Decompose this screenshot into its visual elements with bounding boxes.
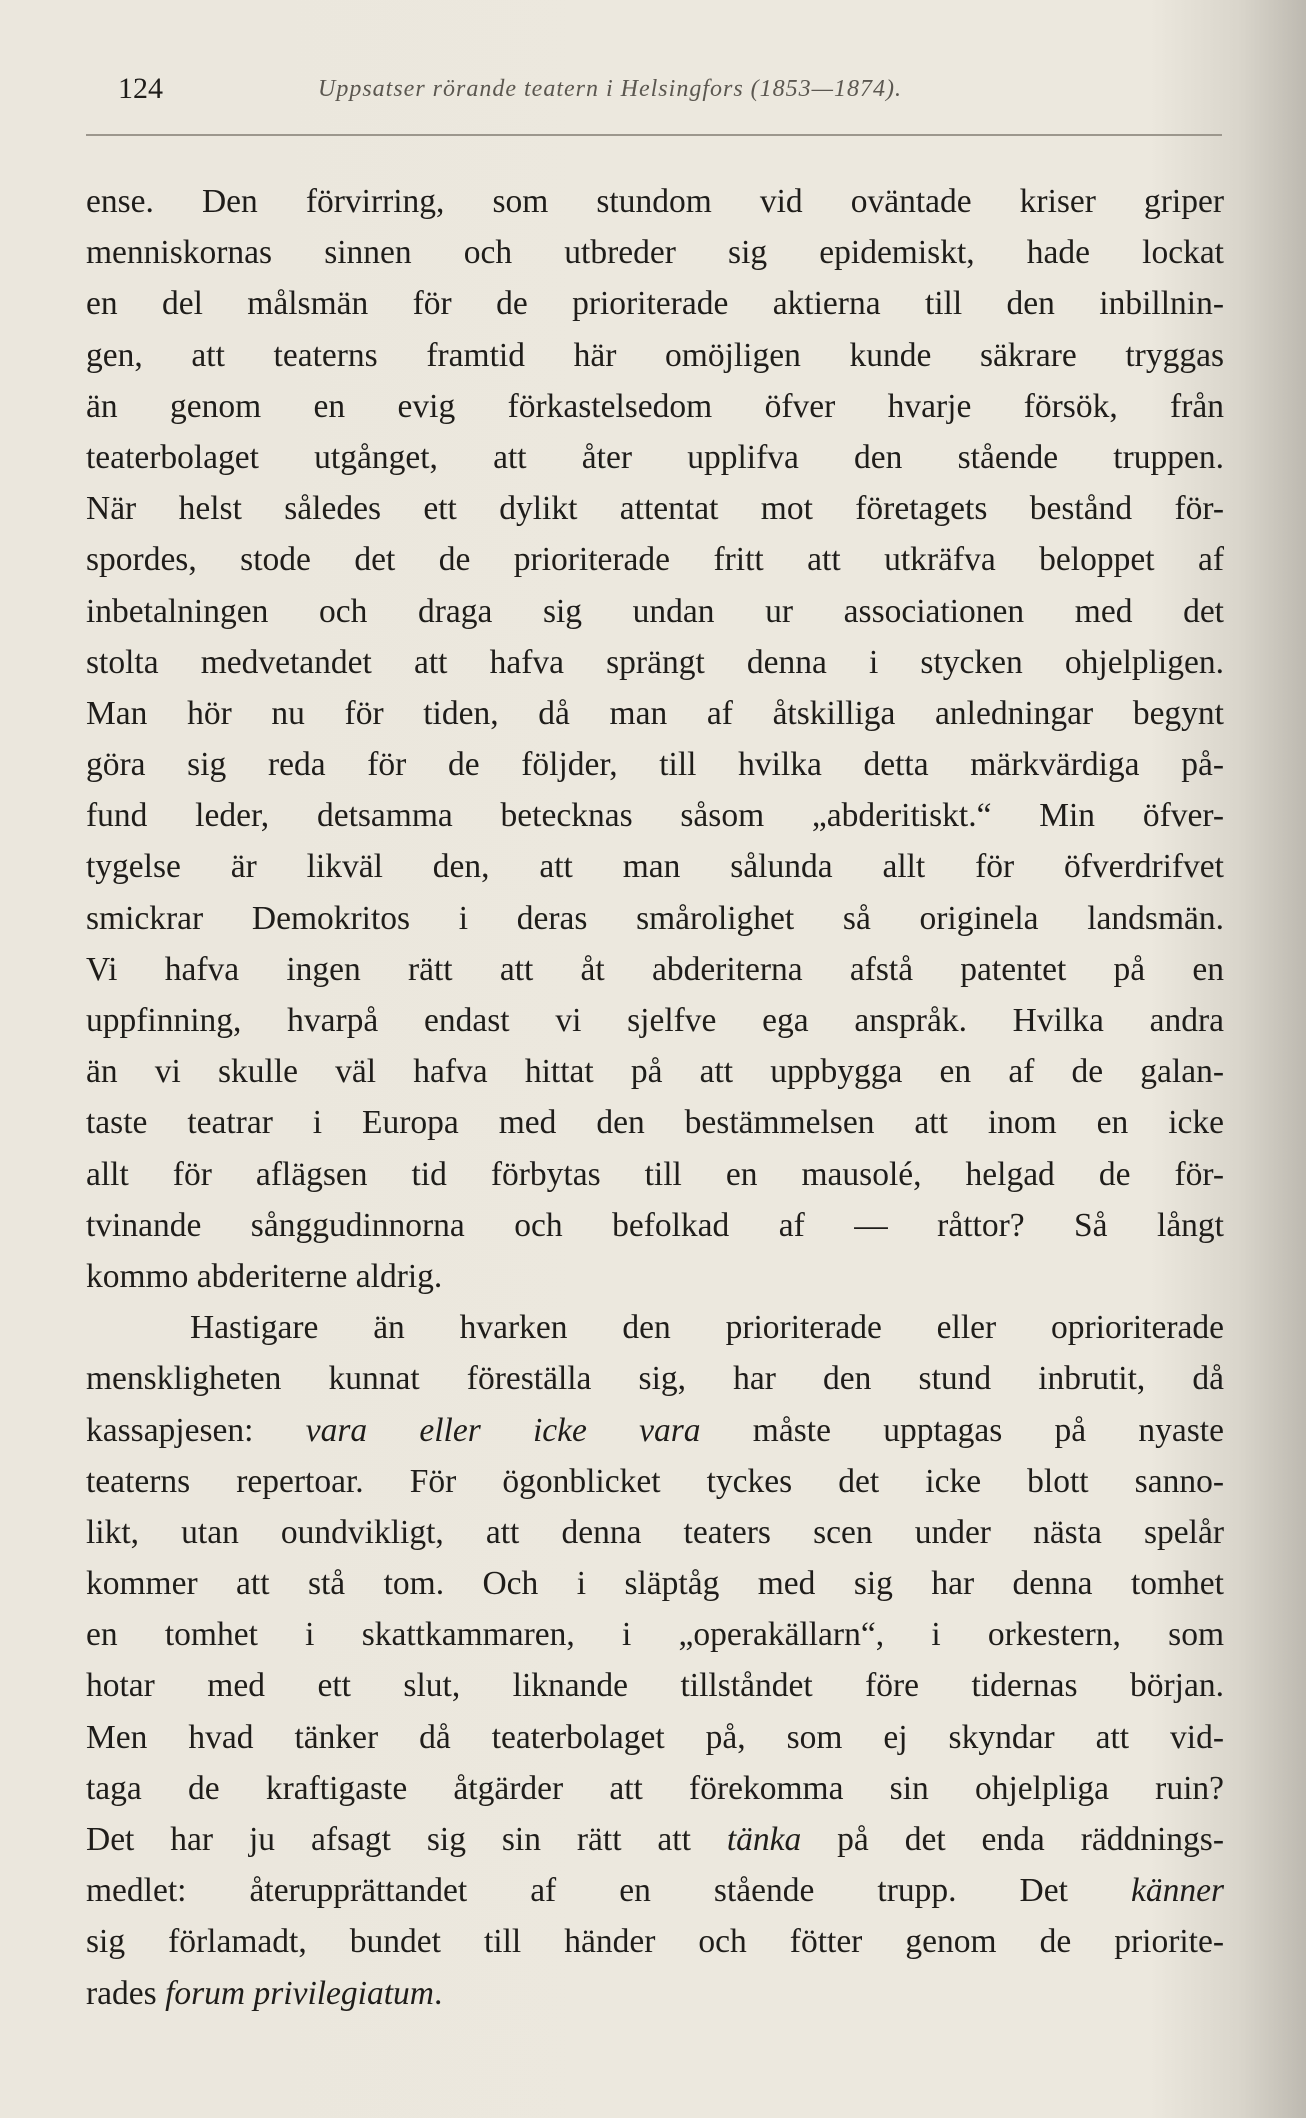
text-line xyxy=(86,1968,1224,2019)
text-segment: kassapjesen: xyxy=(86,1411,306,1449)
text-line: menniskornas sinnen och utbreder sig epidemiskt, hade lockat xyxy=(86,234,1224,272)
text-line: stolta medvetandet att hafva sprängt denna i stycken ohjelpligen. xyxy=(86,643,1224,681)
text-segment: måste upptagas på nyaste xyxy=(700,1411,1224,1449)
text-line xyxy=(86,1865,1224,1916)
italic-text: känner xyxy=(1130,1872,1224,1910)
text-line: Vi hafva ingen rätt att åt abderiterna afstå patentet på en xyxy=(86,950,1224,988)
text-segment: Det har ju afsagt sig sin rätt att xyxy=(86,1821,727,1858)
text-line: menskligheten kunnat föreställa sig, har den stund inbrutit, då xyxy=(86,1360,1224,1398)
text-line: än genom en evig förkastelsedom öfver hvarje försök, från xyxy=(86,387,1224,425)
text-line: gen, att teaterns framtid här omöjligen kunde säkrare tryggas xyxy=(86,336,1224,374)
text-segment: på det enda räddnings- xyxy=(801,1821,1224,1858)
text-segment: . xyxy=(433,1974,443,2012)
text-line: taste teatrar i Europa med den bestämmelsen att inom en icke xyxy=(86,1104,1224,1142)
text-line: taga de kraftigaste åtgärder att förekomma sin ohjelpliga ruin? xyxy=(86,1769,1224,1807)
italic-text: tänka xyxy=(726,1821,802,1858)
text-line: fund leder, detsamma betecknas såsom „abderitiskt.“ Min öfver- xyxy=(86,797,1224,835)
italic-text: vara eller icke vara xyxy=(305,1411,701,1449)
text-line: sig förlamadt, bundet till händer och fötter genom de priorite- xyxy=(86,1923,1224,1961)
text-line: hotar med ett slut, liknande tillståndet före tidernas början. xyxy=(86,1667,1224,1705)
header-rule xyxy=(86,134,1222,136)
page-header xyxy=(118,72,1218,116)
text-line xyxy=(86,1405,1224,1456)
running-title: Uppsatser rörande teatern i Helsingfors (1853—1874). xyxy=(318,76,902,102)
text-line: När helst således ett dylikt attentat mot företagets bestånd för- xyxy=(86,490,1224,528)
text-line: inbetalningen och draga sig undan ur associationen med det xyxy=(86,592,1224,630)
text-line: en tomhet i skattkammaren, i „operakällarn“, i orkestern, som xyxy=(86,1616,1224,1654)
text-line: en del målsmän för de prioriterade aktierna till den inbillnin- xyxy=(86,285,1224,323)
text-line: teaterbolaget utgånget, att åter upplifva den stående truppen. xyxy=(86,438,1224,476)
text-line: smickrar Demokritos i deras smårolighet så originela landsmän. xyxy=(86,899,1224,937)
text-line: Man hör nu för tiden, då man af åtskilliga anledningar begynt xyxy=(86,694,1224,732)
italic-text: forum privilegiatum xyxy=(165,1974,434,2012)
text-line: kommo abderiterne aldrig. xyxy=(86,1257,443,1295)
text-line: Men hvad tänker då teaterbolaget på, som ej skyndar att vid- xyxy=(86,1718,1224,1756)
text-line: uppfinning, hvarpå endast vi sjelfve ega anspråk. Hvilka andra xyxy=(86,1002,1224,1039)
text-line: ense. Den förvirring, som stundom vid oväntade kriser griper xyxy=(86,183,1224,220)
text-line xyxy=(86,1814,1224,1865)
text-segment: rades xyxy=(86,1974,166,2012)
body-text xyxy=(86,176,1224,2019)
text-line: göra sig reda för de följder, till hvilka detta märkvärdiga på- xyxy=(86,746,1224,784)
text-line: teaterns repertoar. För ögonblicket tyckes det icke blott sanno- xyxy=(86,1462,1224,1500)
text-line: Hastigare än hvarken den prioriterade eller oprioriterade xyxy=(190,1309,1224,1347)
text-line: kommer att stå tom. Och i släptåg med sig har denna tomhet xyxy=(86,1565,1224,1603)
text-line: allt för aflägsen tid förbytas till en mausolé, helgad de för- xyxy=(86,1155,1224,1193)
text-line: spordes, stode det de prioriterade fritt att utkräfva beloppet af xyxy=(86,541,1224,579)
text-line: tvinande sånggudinnorna och befolkad af — råttor? Så långt xyxy=(86,1206,1224,1244)
text-line: än vi skulle väl hafva hittat på att uppbygga en af de galan- xyxy=(86,1053,1224,1091)
text-line: tygelse är likväl den, att man sålunda allt för öfverdrifvet xyxy=(86,848,1224,886)
text-segment: medlet: återupprättandet af en stående trupp. Det xyxy=(86,1872,1131,1910)
page-number: 124 xyxy=(118,72,163,105)
text-line: likt, utan oundvikligt, att denna teaters scen under nästa spelår xyxy=(86,1513,1224,1551)
